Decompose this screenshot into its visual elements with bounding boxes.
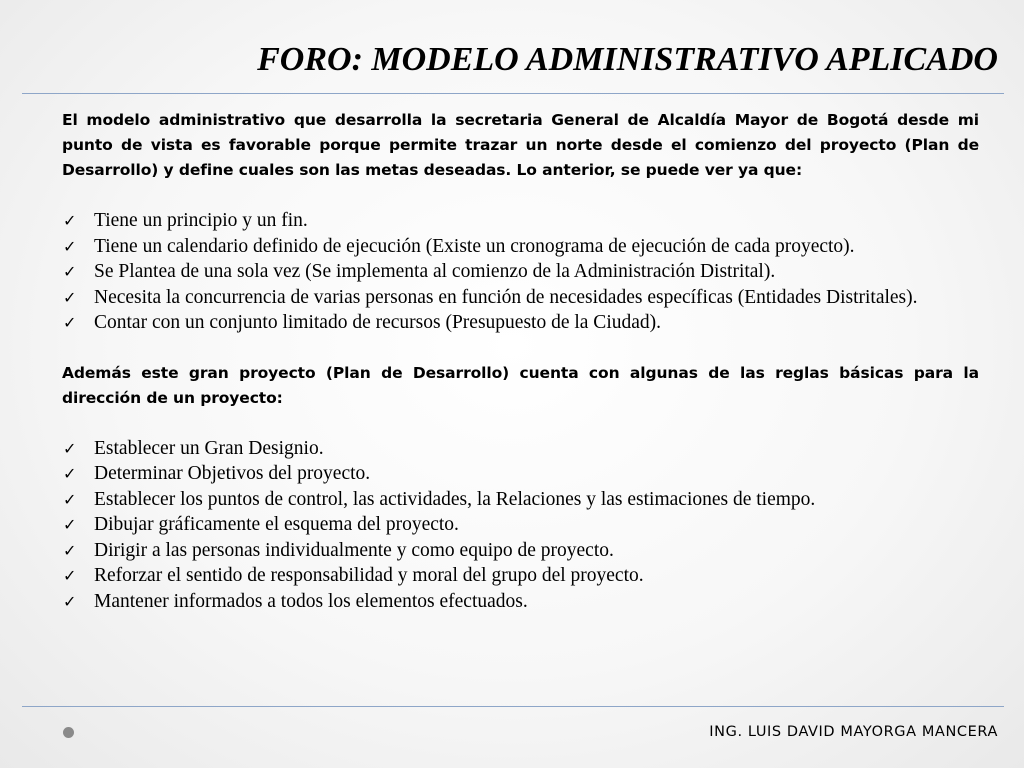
checkmark-icon: ✓ <box>63 489 77 509</box>
footer-author: ING. LUIS DAVID MAYORGA MANCERA <box>709 724 998 740</box>
list-item-text: Mantener informados a todos los elementos efectuados. <box>94 590 528 612</box>
list-item <box>62 436 979 462</box>
slide-body <box>62 108 979 614</box>
list-item <box>62 259 979 285</box>
characteristics-list <box>62 208 979 336</box>
list-item-text: Dirigir a las personas individualmente y como equipo de proyecto. <box>94 539 614 561</box>
list-item-text: Dibujar gráficamente el esquema del proyecto. <box>94 514 459 535</box>
title-divider <box>22 93 1004 94</box>
list-item <box>62 563 979 589</box>
checkmark-icon: ✓ <box>63 515 77 534</box>
spacer <box>62 336 979 361</box>
intro-paragraph: El modelo administrativo que desarrolla la secretaria General de Alcaldía Mayor de Bogotá desde mi punto de vista es favorable porque permite trazar un norte desde el comienzo del proyecto (Plan de Desarrollo) y define cuales son las metas deseadas. Lo anterior, se puede ver ya que: <box>62 111 979 179</box>
checkmark-icon: ✓ <box>63 566 77 585</box>
spacer <box>62 183 979 208</box>
checkmark-icon: ✓ <box>63 211 77 230</box>
checkmark-icon: ✓ <box>63 262 77 281</box>
list-item <box>62 538 979 564</box>
list-item <box>62 589 979 615</box>
spacer <box>62 411 979 436</box>
checkmark-icon: ✓ <box>63 464 77 483</box>
rules-list <box>62 436 979 615</box>
slide-title: FORO: MODELO ADMINISTRATIVO APLICADO <box>257 41 998 78</box>
checkmark-icon: ✓ <box>63 540 77 560</box>
list-item <box>62 487 979 513</box>
footer-divider <box>22 706 1004 707</box>
checkmark-icon: ✓ <box>63 313 77 332</box>
list-item <box>62 512 979 538</box>
list-item-text: Se Plantea de una sola vez (Se implementa al comienzo de la Administración Distrital). <box>94 261 776 282</box>
list-item <box>62 461 979 487</box>
checkmark-icon: ✓ <box>63 287 77 307</box>
list-item-text: Contar con un conjunto limitado de recursos (Presupuesto de la Ciudad). <box>94 312 662 333</box>
list-item-text: Necesita la concurrencia de varias personas en función de necesidades específicas (Entidades Distritales). <box>94 286 918 308</box>
list-item-text: Establecer los puntos de control, las actividades, la Relaciones y las estimaciones de tiempo. <box>94 488 816 510</box>
list-item <box>62 234 979 260</box>
checkmark-icon: ✓ <box>63 591 77 611</box>
list-item-text: Determinar Objetivos del proyecto. <box>94 463 371 484</box>
rules-intro-paragraph: Además este gran proyecto (Plan de Desarrollo) cuenta con algunas de las reglas básicas para la dirección de un proyecto: <box>62 363 979 407</box>
list-item-text: Tiene un principio y un fin. <box>94 210 308 231</box>
list-item <box>62 208 979 234</box>
list-item-text: Tiene un calendario definido de ejecución (Existe un cronograma de ejecución de cada proyecto). <box>94 235 855 257</box>
list-item <box>62 285 979 311</box>
bullet-dot-icon <box>63 727 74 738</box>
checkmark-icon: ✓ <box>63 438 77 458</box>
list-item-text: Reforzar el sentido de responsabilidad y moral del grupo del proyecto. <box>94 565 644 586</box>
list-item <box>62 310 979 336</box>
checkmark-icon: ✓ <box>63 236 77 256</box>
list-item-text: Establecer un Gran Designio. <box>94 437 324 459</box>
